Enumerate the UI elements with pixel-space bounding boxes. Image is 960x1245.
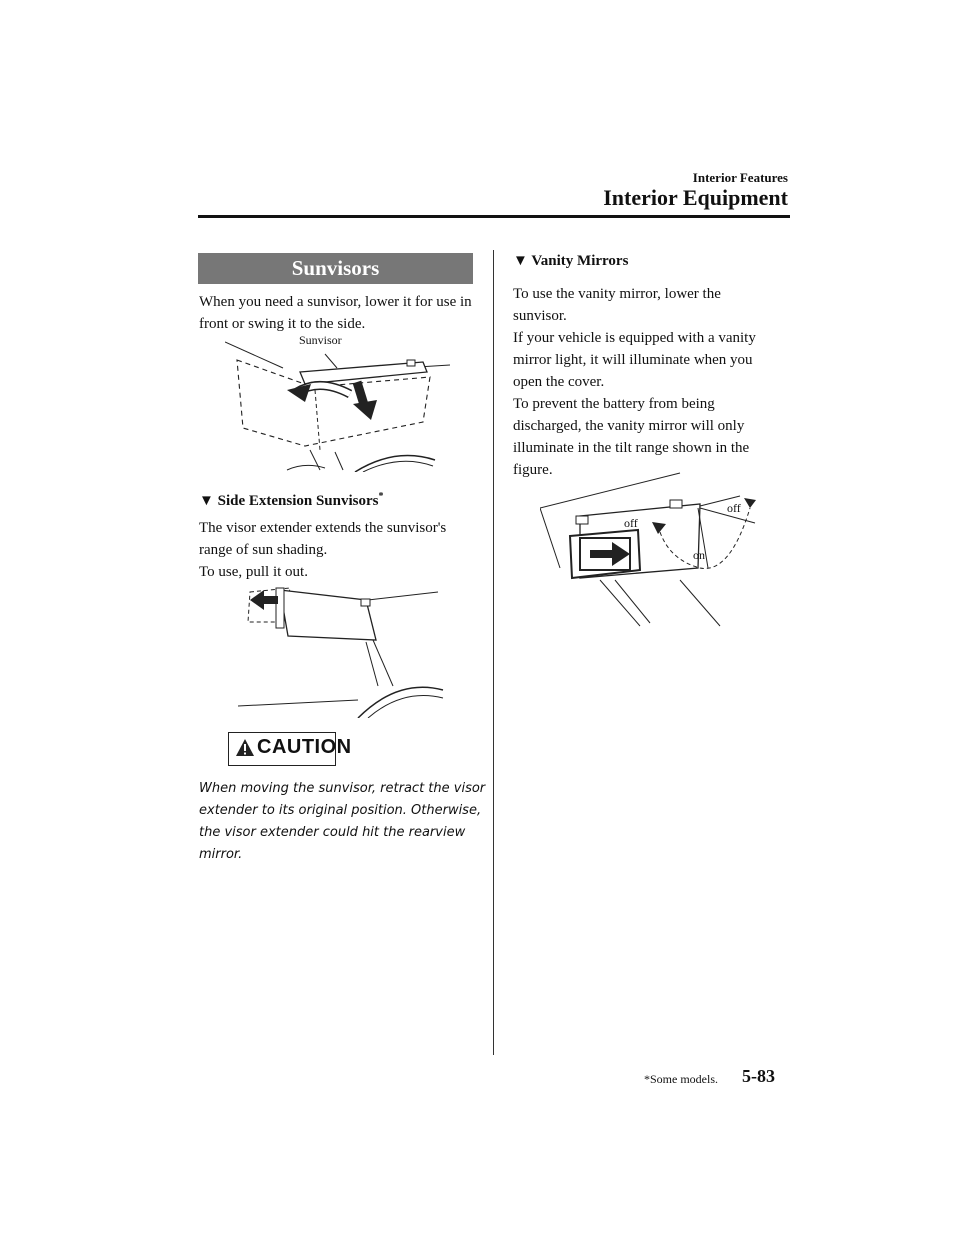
caution-box (228, 732, 352, 766)
body-line: discharged, the vanity mirror will only (513, 418, 745, 434)
column-divider (493, 250, 494, 1055)
side-extension-body (199, 517, 484, 583)
side-extension-heading-text: Side Extension Sunvisors (217, 493, 379, 509)
body-line: To use the vanity mirror, lower the (513, 286, 721, 302)
section-heading-sunvisors: Sunvisors (198, 253, 473, 284)
chapter-title: Interior Features (692, 170, 788, 185)
caution-label: CAUTION (257, 736, 352, 758)
header-rule (198, 215, 790, 218)
side-extension-heading: ▼ Side Extension Sunvisors* (199, 491, 384, 509)
off-label-rear: off (727, 501, 741, 515)
some-models-mark: * (378, 491, 384, 502)
body-line: open the cover. (513, 374, 605, 390)
body-line: To prevent the battery from being (513, 396, 715, 412)
section-title: Interior Equipment (603, 185, 788, 210)
vanity-mirrors-heading-text: Vanity Mirrors (531, 253, 629, 269)
side-extension-figure (238, 578, 453, 718)
warning-icon (235, 738, 255, 758)
body-line: figure. (513, 462, 553, 478)
caution-text: When moving the sunvisor, retract the visor extender to its original position. Otherwise, the visor extender could hit the rearview mirror. (199, 781, 486, 862)
footnote: *Some models. (644, 1072, 718, 1086)
sunvisors-intro: When you need a sunvisor, lower it for use in front or swing it to the side. (199, 294, 472, 332)
on-label: on (693, 548, 705, 562)
body-line: The visor extender extends the sunvisor's (199, 520, 447, 536)
vanity-mirror-figure (540, 468, 770, 628)
body-line: To use, pull it out. (199, 564, 308, 580)
sunvisor-figure (225, 332, 450, 472)
body-line: illuminate in the tilt range shown in the (513, 440, 750, 456)
body-line: range of sun shading. (199, 542, 328, 558)
sunvisor-label: Sunvisor (299, 333, 342, 347)
off-label-front: off (624, 516, 638, 530)
page-number: 5-83 (742, 1066, 775, 1086)
body-line: mirror light, it will illuminate when you (513, 352, 753, 368)
vanity-mirrors-body (513, 283, 788, 481)
vanity-mirrors-heading: ▼ Vanity Mirrors (513, 253, 629, 269)
body-line: sunvisor. (513, 308, 567, 324)
body-line: If your vehicle is equipped with a vanity (513, 330, 756, 346)
